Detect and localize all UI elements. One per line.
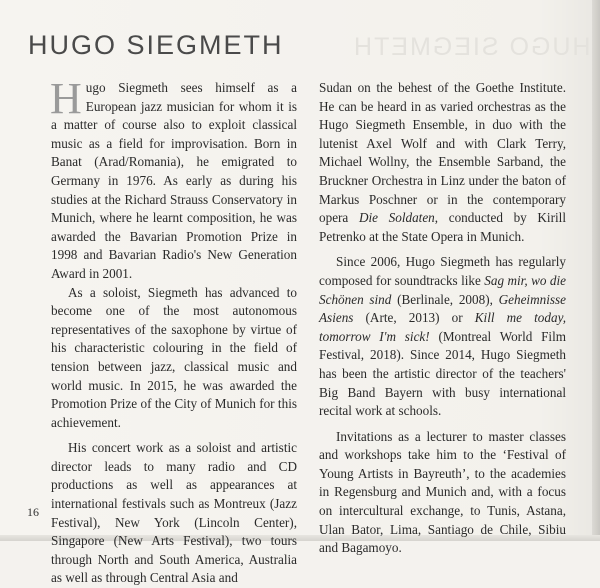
paragraph-soloist: As a soloist, Siegmeth has advanced to become one of the most autonomous representatives of the saxophone by virtue of his characteristic colouring in the field of tension between jazz, classical music and world music. In 2015, he was awarded the Promotion Prize of the City of Munich for this achievement. <box>51 284 297 430</box>
right-column <box>319 79 566 558</box>
drop-cap: H <box>50 74 82 123</box>
page-title: HUGO SIEGMETH <box>28 30 284 60</box>
left-column <box>50 74 297 588</box>
bleed-through-title: HUGO SIEGMETH <box>352 33 591 61</box>
paragraph-ensembles: Sudan on the behest of the Goethe Institute. He can be heard in as varied orchestras as the Hugo Siegmeth Ensemble, in duo with the lutenist Axel Wolf and with Clark Terry, Michael Wollny, the Ensemble Sarband, the Bruckner Orchestra in Linz under the baton of Markus Poschner or in the contemporary opera Die Soldaten, conducted by Kirill Petrenko at the State Opera in Munich. <box>319 80 566 244</box>
paragraph-concert-work: His concert work as a soloist and artistic director leads to many radio and CD productions as well as appearances at international festivals such as Montreux (Jazz Festival), New York (Lincoln Center), Singapore (New Arts Festival), two tours through North and South America, Australia as well as through Central Asia and <box>51 440 297 586</box>
paragraph-soundtracks: Since 2006, Hugo Siegmeth has regularly composed for soundtracks like Sag mir, wo die Schönen sind (Berlinale, 2008), Geheimnisse Asiens (Arte, 2013) or Kill me today, tomorrow I'm sick! (Montreal World Film Festival, 2018). Since 2014, Hugo Siegmeth has been the artistic director of the teachers' Big Band Bayern with busy international recital work at schools. <box>319 254 567 419</box>
page-number: 16 <box>27 505 39 519</box>
paragraph-lecturer: Invitations as a lecturer to master classes and workshops take him to the ‘Festival of Young Artists in Bayreuth’, to the academies in Regensburg and Munich and, with a focus on intercultural exchange, to Tunis, Astana, Ulan Bator, Lima, Santiago de Chile, Sibiu and Bagamoyo. <box>319 428 566 556</box>
page-edge-shadow <box>592 0 600 541</box>
paragraph-intro: Hugo Siegmeth sees himself as a European jazz musician for whom it is a matter of course also to exploit classical music as a field for improvisation. Born in Banat (Arad/Romania), he emigrated to Germany in 1976. As early as during his studies at the Richard Strauss Conservatory in Munich, where he learnt composition, he was awarded the Bavarian Promotion Prize in 1998 and Bavarian Radio's New Generation Award in 2001. <box>50 74 297 281</box>
